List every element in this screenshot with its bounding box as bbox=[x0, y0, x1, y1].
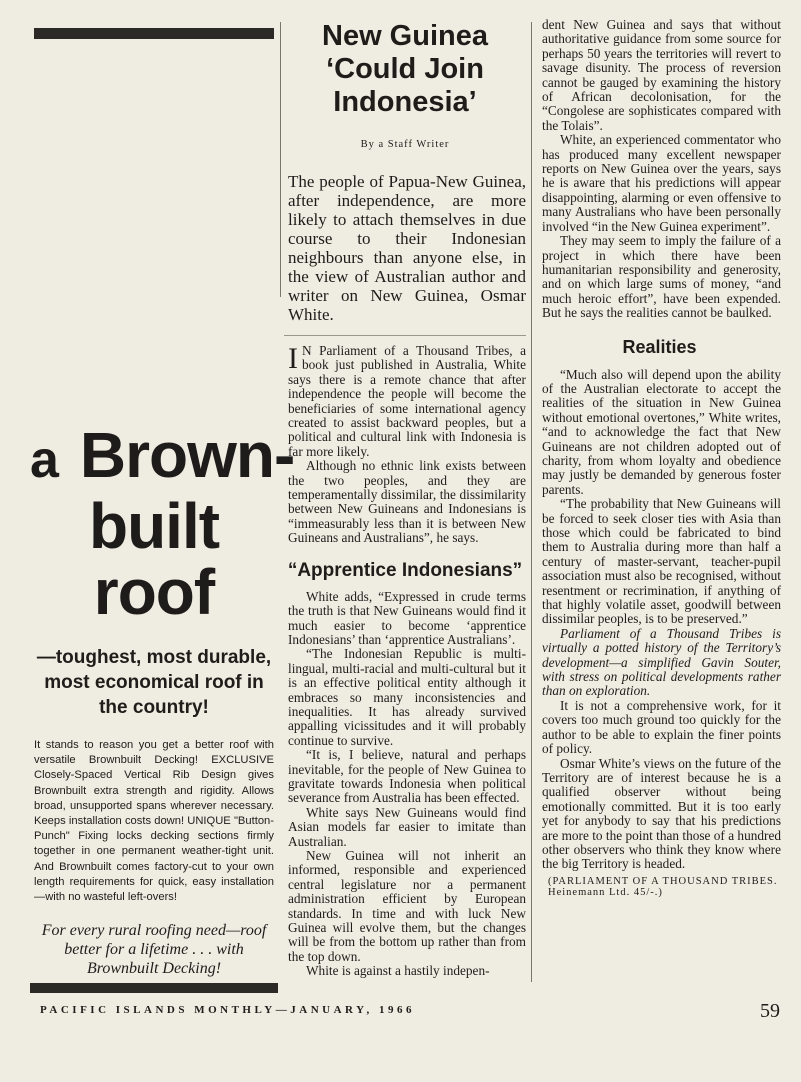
paragraph-7: New Guinea will not inherit an informed, responsible and experienced central legislature nor a permanent administration efficient by European standards. In time and with luck New Guinea will evolve them, but the changes will be from the bottom up rather than from the top down. bbox=[288, 848, 526, 964]
ad-headline bbox=[30, 419, 295, 628]
paragraph-6: White says New Guineans would find Asian models far easier to imitate than Australian. bbox=[288, 804, 526, 849]
page-number: 59 bbox=[760, 1000, 780, 1022]
paragraph-r8: Osmar White’s views on the future of the Territory are of interest because he is a qualified observer without being emotionally committed. But it is too early yet for anybody to say that his predictions are more to the point than those of a hundred other observers who think they know where the big Territory is headed. bbox=[542, 755, 781, 872]
paragraph-1-text: N Parliament of a Thousand Tribes, a book just published in Australia, White says there is a remote chance that after independence the people will become the beneficiaries of some international agency created to assist backward peoples, but a political and cultural link with Indonesia is far more likely. bbox=[288, 343, 526, 459]
paragraph-r3: They may seem to imply the failure of a project in which there have been humanitarian responsibility and generosity, and on which large sums of money, “and much heroic effort”, have been expended. But he says the realities cannot be baulked. bbox=[542, 233, 781, 321]
paragraph-r1: dent New Guinea and says that without authoritative guidance from some source for perhaps 50 years the territories will revert to savage disunity. The process of reversion cannot be gauged by examining the history of African decolonisation, for the “Congolese are sophisticates compared with the Tolais”. bbox=[542, 17, 781, 133]
paragraph-5: “It is, I believe, natural and perhaps inevitable, for the people of New Guinea to gravitate towards Indonesia when political severance from Australia has been effected. bbox=[288, 747, 526, 806]
article-title-line1: New Guinea bbox=[322, 20, 488, 52]
article-title-line2: ‘Could Join bbox=[326, 53, 484, 85]
paragraph-r5: “The probability that New Guineans will be forced to seek closer ties with Asia than those which could be fabricated to bind them to Australia during more than half a century of master-servant, teacher-pupil association must also be recognised, without resentment or recrimination, if anything of that highly volatile asset, goodwill between dissimilar peoples, is to be preserved.” bbox=[542, 496, 781, 627]
paragraph-3: White adds, “Expressed in crude terms the truth is that New Guineans would find it much easier to become ‘apprentice Indonesians’ than ‘apprentice Australians’. bbox=[288, 588, 526, 647]
paragraph-r4: “Much also will depend upon the ability of the Australian electorate to accept the realities of the situation in New Guinea without emotional overtones,” White writes, “and to acknowledge the fact that New Guineans are not children adopted out of charity, from whom loyalty and obedience may justly be demanded by generous foster parents. bbox=[542, 366, 781, 497]
ad-top-rule bbox=[34, 28, 274, 39]
ad-bottom-rule bbox=[30, 983, 278, 993]
paragraph-r2: White, an experienced commentator who has produced many excellent newspaper reports on New Guinea over the years, says he is aware that his predictions will appear disappointing, alarming or even offensive to many Australians who have been personally involved “in the New Guinea experiment”. bbox=[542, 132, 781, 234]
paragraph-2: Although no ethnic link exists between the two peoples, and they are temperamentally dissimilar, the dissimilarity between New Guineans and Indonesians is “immeasurably less than it is between New Guineans and Australians”, he says. bbox=[288, 458, 526, 546]
paragraph-4: “The Indonesian Republic is multi-lingual, multi-racial and multi-cultural but it is an effective political entity although it embraces so many inconsistencies and inequalities. It has already survived appalling vicissitudes and it will probably continue to survive. bbox=[288, 646, 526, 748]
article-title bbox=[284, 20, 526, 119]
drop-cap: I bbox=[288, 342, 298, 375]
brownbuilt-advertisement bbox=[30, 18, 295, 993]
ad-subheadline: —toughest, most durable, most economical roof in the country! bbox=[36, 647, 272, 718]
paragraph-1 bbox=[284, 344, 526, 459]
ad-headline-a: a bbox=[30, 431, 58, 489]
lead-divider bbox=[284, 335, 526, 336]
column-divider-left bbox=[280, 22, 281, 297]
article-lead: The people of Papua-New Guinea, after independence, are more likely to attach themselves in due course to their Indonesian neighbours than anyone else, in the view of Australian author and writer on New Guinea, Osmar White. bbox=[288, 172, 526, 324]
ad-headline-line2: built bbox=[88, 490, 220, 562]
ad-headline-line3: roof bbox=[93, 556, 215, 628]
subhead-realities: Realities bbox=[622, 336, 697, 357]
ad-slogan: For every rural roofing need—roof better for a lifetime . . . with Brownbuilt Decking! bbox=[41, 922, 267, 978]
article-title-line3: Indonesia’ bbox=[333, 86, 477, 118]
paragraph-8: White is against a hastily indepen- bbox=[306, 963, 490, 979]
subhead-apprentice: “Apprentice Indonesians” bbox=[287, 559, 523, 581]
running-footer: PACIFIC ISLANDS MONTHLY—JANUARY, 1966 bbox=[40, 1004, 416, 1016]
byline: By a Staff Writer bbox=[360, 139, 450, 150]
ad-body-copy: It stands to reason you get a better roof with versatile Brownbuilt Decking! EXCLUSIVE Closely-Spaced Vertical Rib Design gives Brownbuilt extra strength and rigidity. Allows broad, unsupported spans wherever necessary. Keeps installation costs down! UNIQUE "Button-Punch" Fixing locks decking sections firmly together in one permanent weather-tight unit. And Brownbuilt comes factory-cut to your own length requirements for quick, easy installation—with no wasteful left-overs! bbox=[34, 739, 274, 904]
article-column-middle bbox=[284, 18, 526, 979]
ad-headline-line1: Brown- bbox=[79, 419, 295, 491]
article-column-right bbox=[538, 18, 781, 898]
paragraph-r7: It is not a comprehensive work, for it covers too much ground too quickly for the author to be able to explain the finer points of policy. bbox=[542, 697, 781, 757]
paragraph-r6: Parliament of a Thousand Tribes is virtually a potted history of the Territory’s development—a simplified Gavin Souter, with stress on political developments rather than on exploration. bbox=[542, 625, 781, 699]
column-divider-right bbox=[531, 22, 532, 982]
book-credit: (PARLIAMENT OF A THOUSAND TRIBES. Heinemann Ltd. 45/-.) bbox=[548, 875, 778, 898]
